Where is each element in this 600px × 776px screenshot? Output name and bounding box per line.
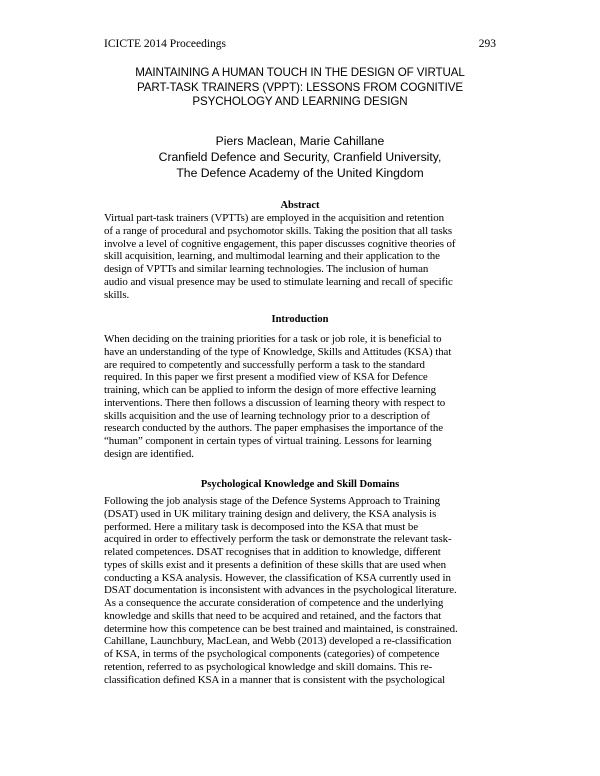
introduction-text — [104, 333, 496, 461]
text-line: When deciding on the training priorities for a task or job role, it is beneficial to — [104, 333, 442, 345]
text-line: Following the job analysis stage of the Defence Systems Approach to Training — [104, 495, 441, 507]
text-line: retention, referred to as psychological knowledge and skill domains. This re- — [104, 660, 433, 673]
text-line: interventions. There then follows a discussion of learning theory with respect to — [104, 396, 446, 409]
text-line: design are identified. — [104, 447, 194, 460]
text-line: types of skills exist and it presents a definition of these skills that are used when — [104, 558, 446, 571]
author-block — [104, 133, 496, 182]
title-line: PART-TASK TRAINERS (VPPT): LESSONS FROM COGNITIVE — [136, 80, 463, 94]
abstract-text — [104, 212, 496, 301]
text-line: (DSAT) used in UK military training design and delivery, the KSA analysis is — [104, 507, 437, 520]
section-heading-psych: Psychological Knowledge and Skill Domains — [200, 479, 400, 490]
running-header — [104, 38, 496, 54]
text-line: “human” component in certain types of virtual training. Lessons for learning — [104, 435, 432, 447]
title-line: MAINTAINING A HUMAN TOUCH IN THE DESIGN OF VIRTUAL — [135, 66, 465, 79]
text-line: skills. — [104, 288, 130, 301]
text-line: As a consequence the accurate consideration of competence and the underlying — [104, 597, 444, 609]
page-number: 293 — [478, 38, 496, 50]
text-line: Cahillane, Launchbury, MacLean, and Webb (2013) developed a re-classification — [104, 635, 452, 648]
text-line: Virtual part-task trainers (VPTTs) are employed in the acquisition and retention — [104, 212, 444, 224]
author-names: Piers Maclean, Marie Cahillane — [215, 134, 385, 148]
text-line: acquired in order to effectively perform the task or demonstrate the relevant task- — [104, 533, 452, 546]
introduction-heading: Introduction — [271, 314, 329, 325]
text-line: training, which can be applied to inform the design of more effective learning — [104, 384, 436, 396]
paper-title — [104, 66, 496, 110]
proceedings-title: ICICTE 2014 Proceedings — [104, 38, 227, 50]
text-line: skill acquisition, learning, and multimodal learning and their application to the — [104, 250, 440, 263]
affiliation-line: Cranfield Defence and Security, Cranfield University, — [158, 150, 442, 165]
text-line: of KSA, in terms of the psychological components (categories) of competence — [104, 648, 440, 660]
text-line: research conducted by the authors. The paper emphasises the importance of the — [104, 422, 443, 435]
text-line: classification defined KSA in a manner that is consistent with the psychological — [104, 673, 446, 686]
text-line: design of VPTTs and similar learning technologies. The inclusion of human — [104, 263, 429, 275]
affiliation-line: The Defence Academy of the United Kingdom — [176, 166, 424, 181]
text-line: DSAT documentation is inconsistent with advances in the psychological literature. — [104, 584, 457, 597]
abstract-heading: Abstract — [280, 200, 320, 211]
text-line: are required to competently and successfully perform a task to the standard — [104, 358, 425, 371]
text-line: conducting a KSA analysis. However, the classification of KSA currently used in — [104, 571, 451, 584]
text-line: of a range of procedural and psychomotor skills. Taking the position that all tasks — [104, 224, 453, 237]
text-line: involve a level of cognitive engagement, this paper discusses cognitive theories of — [104, 237, 456, 250]
section-text-psych — [104, 495, 496, 686]
text-line: required. In this paper we first present a modified view of KSA for Defence — [104, 371, 428, 384]
text-line: audio and visual presence may be used to stimulate learning and recall of specific — [104, 275, 453, 288]
text-line: have an understanding of the type of Knowledge, Skills and Attitudes (KSA) that — [104, 345, 452, 358]
text-line: knowledge and skills that need to be acquired and retained, and the factors that — [104, 609, 442, 622]
text-line: skills acquisition and the use of learning technology prior to a description of — [104, 409, 430, 422]
title-line: PSYCHOLOGY AND LEARNING DESIGN — [192, 95, 408, 108]
text-line: related competences. DSAT recognises that in addition to knowledge, different — [104, 546, 441, 558]
text-line: performed. Here a military task is decomposed into the KSA that must be — [104, 520, 419, 533]
text-line: determine how this competence can be best trained and maintained, is constrained. — [104, 622, 458, 635]
